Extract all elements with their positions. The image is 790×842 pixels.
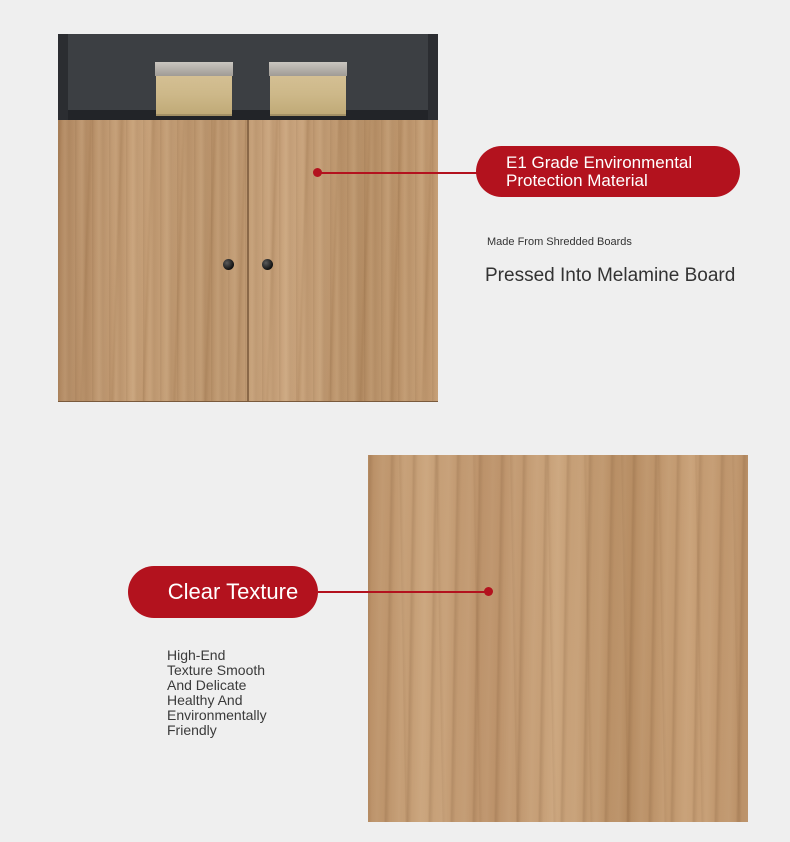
callout-line xyxy=(318,172,488,174)
cabinet-open-shelf xyxy=(58,34,438,120)
door-knob-left xyxy=(223,259,234,270)
description-line: Friendly xyxy=(167,722,217,738)
cabinet-image xyxy=(58,34,438,401)
storage-box-lid xyxy=(155,62,233,76)
wood-texture-sample xyxy=(368,455,748,822)
storage-box xyxy=(270,62,346,116)
texture-description xyxy=(167,648,287,738)
description-line: Texture Smooth xyxy=(167,662,266,678)
caption-small: Made From Shredded Boards xyxy=(487,236,632,248)
callout-badge-e1-grade xyxy=(476,146,740,197)
description-line: Environmentally xyxy=(167,707,267,723)
door-knob-right xyxy=(262,259,273,270)
callout-badge-clear-texture: Clear Texture xyxy=(128,566,318,618)
caption-large: Pressed Into Melamine Board xyxy=(485,265,736,286)
description-line: High-End xyxy=(167,647,226,663)
description-line: Healthy And xyxy=(167,692,243,708)
callout-line xyxy=(318,591,488,593)
callout-badge-line: E1 Grade Environmental xyxy=(506,153,693,172)
shelf-shadow xyxy=(68,110,428,120)
callout-badge-line: Protection Material xyxy=(506,171,648,190)
callout-dot xyxy=(484,587,493,596)
description-line: And Delicate xyxy=(167,677,247,693)
door-split-line xyxy=(247,120,249,401)
storage-box xyxy=(156,62,232,116)
cabinet-side-right xyxy=(428,34,438,120)
storage-box-lid xyxy=(269,62,347,76)
cabinet-side-left xyxy=(58,34,68,120)
